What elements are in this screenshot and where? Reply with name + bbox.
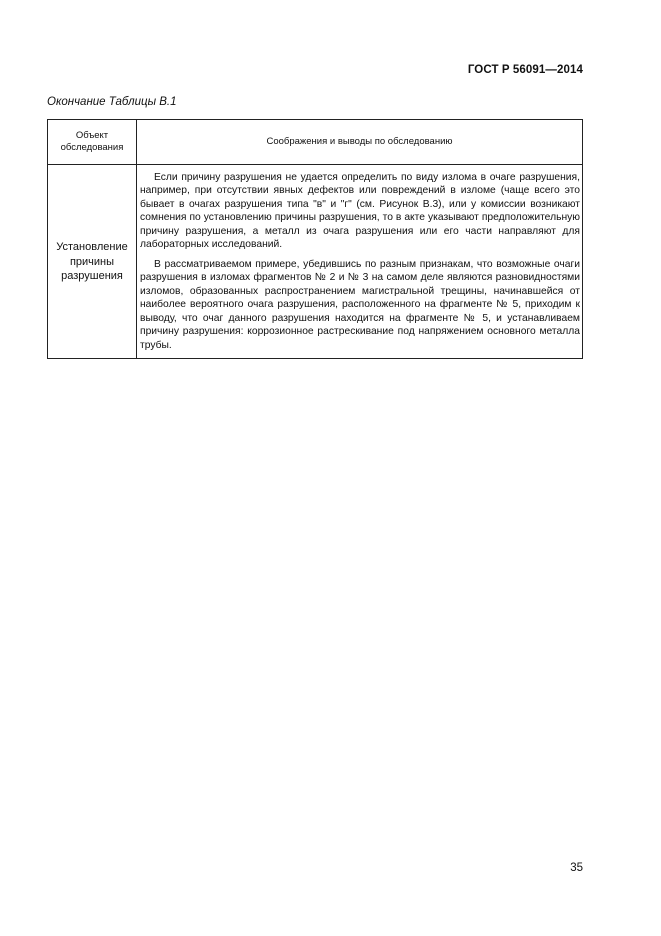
table-row [48,165,583,359]
paragraph: В рассматриваемом примере, убедившись по разным признакам, что возможные очаги разрушения в изломах фрагментов № 2 и № 3 на самом деле являются разновидностями изломов, образованных распространением магистральной трещины, начинавшейся от наиболее вероятного очага разрушения, расположенного на фрагменте № 5, приходим к выводу, что очаг данного разрушения находится на фрагменте № 5, и устанавливаем причину разрушения: коррозионное растрескивание под напряжением основного металла трубы. [140,258,580,351]
document-code: ГОСТ Р 56091—2014 [467,64,583,76]
column-header-conclusions: Соображения и выводы по обследованию [137,120,583,165]
column-header-object: Объект обследования [48,120,137,165]
conclusions-cell [137,165,583,359]
inspection-table [47,119,583,359]
table-caption: Окончание Таблицы В.1 [47,96,177,108]
paragraph: Если причину разрушения не удается определить по виду излома в очаге разрушения, например, при отсутствии явных дефектов или повреждений в изломе (чаще всего это бывает в очагах разрушения типа "в" и "г" (см. Рисунок В.3), или у комиссии возникают сомнения по установлению причины разрушения, то в акте указывают предположительную причину разрушения, а металл из очага разрушения или его части направляют для лабораторных исследований. [140,172,580,251]
page-number: 35 [570,862,583,874]
object-cell: Установление причины разрушения [48,165,137,359]
table-header-row [48,120,583,165]
